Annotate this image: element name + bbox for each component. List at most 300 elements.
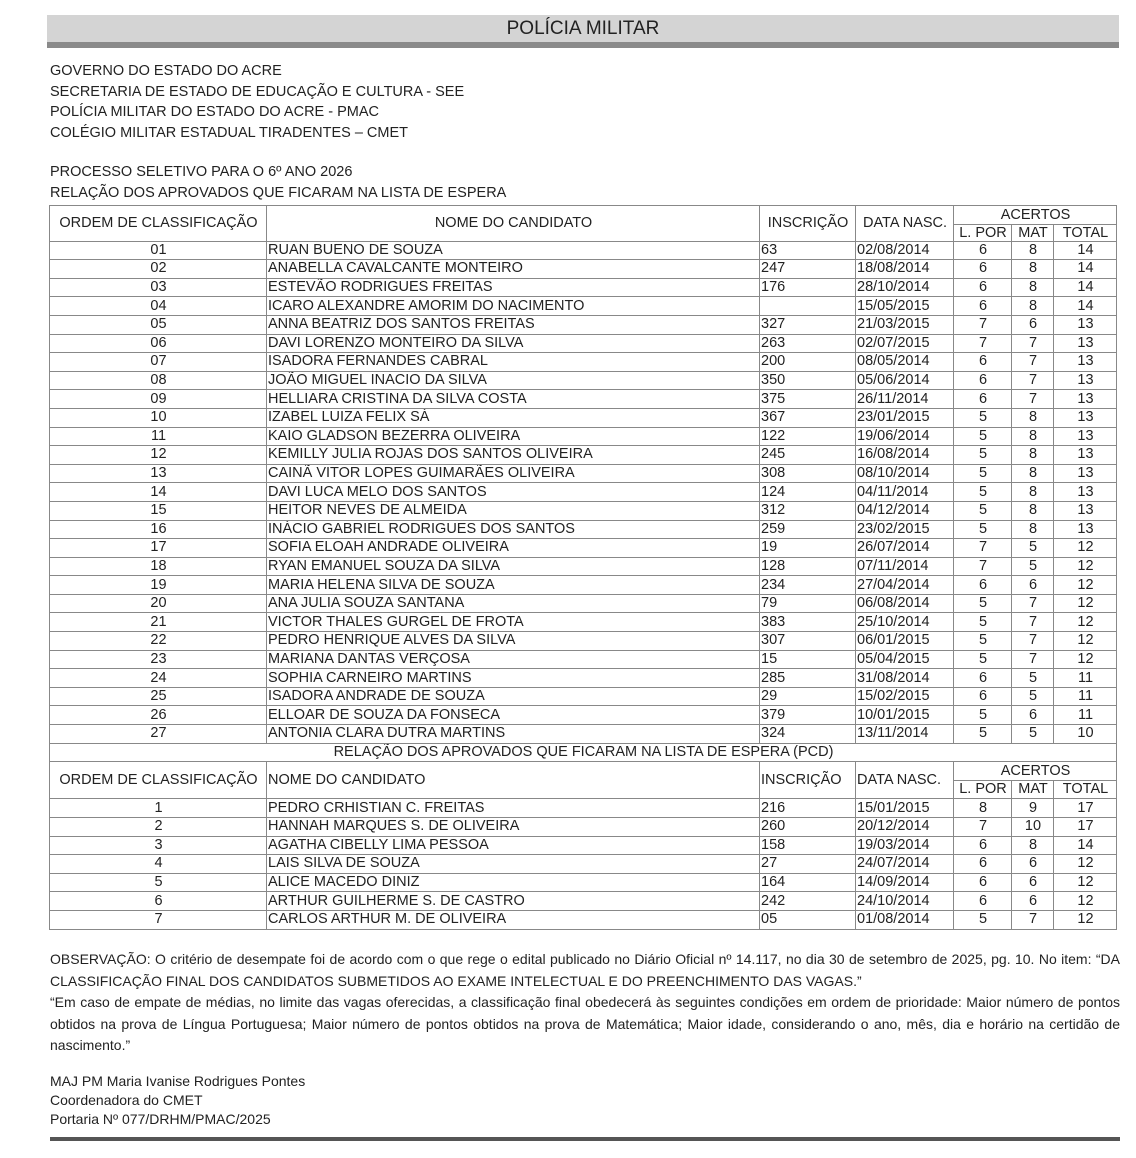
inscricao-cell: 245 bbox=[760, 446, 856, 465]
total-cell: 13 bbox=[1054, 390, 1117, 409]
mat-cell: 6 bbox=[1012, 706, 1054, 725]
total-cell: 11 bbox=[1054, 706, 1117, 725]
total-cell: 13 bbox=[1054, 315, 1117, 334]
nome-cell: ANA JULIA SOUZA SANTANA bbox=[267, 594, 760, 613]
footer-divider bbox=[50, 1137, 1120, 1141]
mat-cell: 8 bbox=[1012, 241, 1054, 260]
table-row bbox=[50, 855, 1117, 874]
banner-shadow-bar bbox=[47, 42, 1119, 48]
lpor-cell: 7 bbox=[954, 334, 1012, 353]
ordem-cell: 09 bbox=[50, 390, 267, 409]
total-cell: 13 bbox=[1054, 483, 1117, 502]
nome-cell: ARTHUR GUILHERME S. DE CASTRO bbox=[267, 892, 760, 911]
table-row bbox=[50, 260, 1117, 279]
ordem-cell: 7 bbox=[50, 910, 267, 929]
total-cell: 17 bbox=[1054, 818, 1117, 837]
ordem-cell: 26 bbox=[50, 706, 267, 725]
table-header-row bbox=[50, 206, 1117, 225]
data-cell: 04/11/2014 bbox=[856, 483, 954, 502]
inscricao-cell: 379 bbox=[760, 706, 856, 725]
total-cell: 14 bbox=[1054, 260, 1117, 279]
mat-cell: 5 bbox=[1012, 557, 1054, 576]
ordem-cell: 05 bbox=[50, 315, 267, 334]
inscricao-cell: 307 bbox=[760, 632, 856, 651]
inscricao-cell: 367 bbox=[760, 408, 856, 427]
table-row bbox=[50, 464, 1117, 483]
table-row bbox=[50, 836, 1117, 855]
data-cell: 02/08/2014 bbox=[856, 241, 954, 260]
total-cell: 12 bbox=[1054, 855, 1117, 874]
nome-cell: PEDRO HENRIQUE ALVES DA SILVA bbox=[267, 632, 760, 651]
data-cell: 05/04/2015 bbox=[856, 650, 954, 669]
ordem-cell: 16 bbox=[50, 520, 267, 539]
lpor-cell: 5 bbox=[954, 650, 1012, 669]
lpor-cell: 5 bbox=[954, 464, 1012, 483]
inscricao-cell: 05 bbox=[760, 910, 856, 929]
table-row bbox=[50, 650, 1117, 669]
inscricao-cell: 19 bbox=[760, 539, 856, 558]
lpor-cell: 8 bbox=[954, 799, 1012, 818]
mat-cell: 6 bbox=[1012, 892, 1054, 911]
total-cell: 13 bbox=[1054, 427, 1117, 446]
table-row bbox=[50, 799, 1117, 818]
data-cell: 26/07/2014 bbox=[856, 539, 954, 558]
lpor-cell: 5 bbox=[954, 501, 1012, 520]
mat-cell: 7 bbox=[1012, 613, 1054, 632]
inscricao-cell: 260 bbox=[760, 818, 856, 837]
ordem-cell: 19 bbox=[50, 576, 267, 595]
table-row bbox=[50, 278, 1117, 297]
table-row bbox=[50, 669, 1117, 688]
pcd-col-header-acertos: ACERTOS bbox=[954, 762, 1117, 781]
inscricao-cell: 29 bbox=[760, 687, 856, 706]
total-cell: 12 bbox=[1054, 650, 1117, 669]
ordem-cell: 27 bbox=[50, 725, 267, 744]
nome-cell: ISADORA FERNANDES CABRAL bbox=[267, 353, 760, 372]
pcd-col-header-inscricao: INSCRIÇÃO bbox=[760, 762, 856, 799]
data-cell: 02/07/2015 bbox=[856, 334, 954, 353]
inscricao-cell: 242 bbox=[760, 892, 856, 911]
data-cell: 19/03/2014 bbox=[856, 836, 954, 855]
nome-cell: MARIANA DANTAS VERÇOSA bbox=[267, 650, 760, 669]
header-line-secretariat: SECRETARIA DE ESTADO DE EDUCAÇÃO E CULTURA - SEE bbox=[50, 83, 465, 100]
nome-cell: ISADORA ANDRADE DE SOUZA bbox=[267, 687, 760, 706]
col-header-lpor: L. POR bbox=[954, 224, 1012, 241]
banner-title: POLÍCIA MILITAR bbox=[506, 18, 660, 39]
table-row bbox=[50, 892, 1117, 911]
total-cell: 12 bbox=[1054, 613, 1117, 632]
ordem-cell: 24 bbox=[50, 669, 267, 688]
mat-cell: 8 bbox=[1012, 278, 1054, 297]
nome-cell: VICTOR THALES GURGEL DE FROTA bbox=[267, 613, 760, 632]
data-cell: 13/11/2014 bbox=[856, 725, 954, 744]
total-cell: 13 bbox=[1054, 520, 1117, 539]
ordem-cell: 3 bbox=[50, 836, 267, 855]
lpor-cell: 5 bbox=[954, 632, 1012, 651]
nome-cell: ANNA BEATRIZ DOS SANTOS FREITAS bbox=[267, 315, 760, 334]
lpor-cell: 7 bbox=[954, 818, 1012, 837]
lpor-cell: 5 bbox=[954, 725, 1012, 744]
ordem-cell: 22 bbox=[50, 632, 267, 651]
mat-cell: 8 bbox=[1012, 446, 1054, 465]
ordem-cell: 5 bbox=[50, 873, 267, 892]
ordem-cell: 06 bbox=[50, 334, 267, 353]
nome-cell: RUAN BUENO DE SOUZA bbox=[267, 241, 760, 260]
mat-cell: 7 bbox=[1012, 353, 1054, 372]
col-header-acertos: ACERTOS bbox=[954, 206, 1117, 225]
inscricao-cell: 327 bbox=[760, 315, 856, 334]
mat-cell: 5 bbox=[1012, 725, 1054, 744]
data-cell: 08/05/2014 bbox=[856, 353, 954, 372]
data-cell: 01/08/2014 bbox=[856, 910, 954, 929]
signatory-role: Coordenadora do CMET bbox=[50, 1092, 203, 1108]
header-line-college: COLÉGIO MILITAR ESTADUAL TIRADENTES – CMET bbox=[50, 124, 408, 141]
inscricao-cell bbox=[760, 297, 856, 316]
nome-cell: CARLOS ARTHUR M. DE OLIVEIRA bbox=[267, 910, 760, 929]
nome-cell: ELLOAR DE SOUZA DA FONSECA bbox=[267, 706, 760, 725]
inscricao-cell: 263 bbox=[760, 334, 856, 353]
data-cell: 18/08/2014 bbox=[856, 260, 954, 279]
total-cell: 13 bbox=[1054, 446, 1117, 465]
data-cell: 27/04/2014 bbox=[856, 576, 954, 595]
signature-block bbox=[50, 1072, 305, 1129]
header-line-government: GOVERNO DO ESTADO DO ACRE bbox=[50, 63, 282, 79]
ordem-cell: 01 bbox=[50, 241, 267, 260]
ordem-cell: 4 bbox=[50, 855, 267, 874]
inscricao-cell: 158 bbox=[760, 836, 856, 855]
total-cell: 11 bbox=[1054, 669, 1117, 688]
table-row bbox=[50, 873, 1117, 892]
mat-cell: 8 bbox=[1012, 836, 1054, 855]
nome-cell: KEMILLY JULIA ROJAS DOS SANTOS OLIVEIRA bbox=[267, 446, 760, 465]
inscricao-cell: 124 bbox=[760, 483, 856, 502]
lpor-cell: 7 bbox=[954, 557, 1012, 576]
lpor-cell: 6 bbox=[954, 241, 1012, 260]
table-row bbox=[50, 446, 1117, 465]
nome-cell: RYAN EMANUEL SOUZA DA SILVA bbox=[267, 557, 760, 576]
lpor-cell: 6 bbox=[954, 873, 1012, 892]
data-cell: 15/01/2015 bbox=[856, 799, 954, 818]
mat-cell: 7 bbox=[1012, 650, 1054, 669]
inscricao-cell: 63 bbox=[760, 241, 856, 260]
lpor-cell: 6 bbox=[954, 371, 1012, 390]
data-cell: 06/08/2014 bbox=[856, 594, 954, 613]
mat-cell: 8 bbox=[1012, 297, 1054, 316]
mat-cell: 8 bbox=[1012, 483, 1054, 502]
table-row bbox=[50, 725, 1117, 744]
inscricao-cell: 164 bbox=[760, 873, 856, 892]
lpor-cell: 5 bbox=[954, 446, 1012, 465]
pcd-header-row bbox=[50, 762, 1117, 781]
mat-cell: 9 bbox=[1012, 799, 1054, 818]
inscricao-cell: 350 bbox=[760, 371, 856, 390]
nome-cell: ICARO ALEXANDRE AMORIM DO NACIMENTO bbox=[267, 297, 760, 316]
nome-cell: SOFIA ELOAH ANDRADE OLIVEIRA bbox=[267, 539, 760, 558]
mat-cell: 8 bbox=[1012, 427, 1054, 446]
lpor-cell: 6 bbox=[954, 353, 1012, 372]
data-cell: 05/06/2014 bbox=[856, 371, 954, 390]
ordem-cell: 23 bbox=[50, 650, 267, 669]
lpor-cell: 5 bbox=[954, 427, 1012, 446]
data-cell: 24/07/2014 bbox=[856, 855, 954, 874]
ordem-cell: 14 bbox=[50, 483, 267, 502]
lpor-cell: 5 bbox=[954, 706, 1012, 725]
nome-cell: LAIS SILVA DE SOUZA bbox=[267, 855, 760, 874]
ordem-cell: 21 bbox=[50, 613, 267, 632]
inscricao-cell: 375 bbox=[760, 390, 856, 409]
table-body bbox=[50, 241, 1117, 743]
lpor-cell: 7 bbox=[954, 315, 1012, 334]
total-cell: 13 bbox=[1054, 353, 1117, 372]
table-row bbox=[50, 315, 1117, 334]
data-cell: 23/01/2015 bbox=[856, 408, 954, 427]
pcd-col-header-lpor: L. POR bbox=[954, 780, 1012, 799]
col-header-mat: MAT bbox=[1012, 224, 1054, 241]
nome-cell: DAVI LORENZO MONTEIRO DA SILVA bbox=[267, 334, 760, 353]
table-row bbox=[50, 371, 1117, 390]
pcd-col-header-ordem: ORDEM DE CLASSIFICAÇÃO bbox=[50, 762, 267, 799]
data-cell: 21/03/2015 bbox=[856, 315, 954, 334]
table-row bbox=[50, 910, 1117, 929]
total-cell: 11 bbox=[1054, 687, 1117, 706]
table-row bbox=[50, 706, 1117, 725]
nome-cell: HEITOR NEVES DE ALMEIDA bbox=[267, 501, 760, 520]
lpor-cell: 5 bbox=[954, 594, 1012, 613]
observation-paragraph-1: OBSERVAÇÃO: O critério de desempate foi de acordo com o que rege o edital publicado no Diário Oficial nº 14.117, no dia 30 de setembro de 2025, pg. 10. No item: “DA CLASSIFICAÇÃO FINAL DOS CANDIDATOS SUBMETIDOS AO EXAME INTELECTUAL E DO PREENCHIMENTO DAS VAGAS.” bbox=[50, 951, 1120, 989]
page-banner bbox=[47, 15, 1119, 42]
ordem-cell: 07 bbox=[50, 353, 267, 372]
inscricao-cell: 79 bbox=[760, 594, 856, 613]
col-header-total: TOTAL bbox=[1054, 224, 1117, 241]
nome-cell: IZABEL LUIZA FELIX SÁ bbox=[267, 408, 760, 427]
data-cell: 15/02/2015 bbox=[856, 687, 954, 706]
document-header bbox=[50, 61, 506, 203]
ordem-cell: 13 bbox=[50, 464, 267, 483]
nome-cell: KAIO GLADSON BEZERRA OLIVEIRA bbox=[267, 427, 760, 446]
data-cell: 26/11/2014 bbox=[856, 390, 954, 409]
ordem-cell: 20 bbox=[50, 594, 267, 613]
table-row bbox=[50, 613, 1117, 632]
inscricao-cell: 200 bbox=[760, 353, 856, 372]
col-header-data: DATA NASC. bbox=[856, 206, 954, 242]
lpor-cell: 6 bbox=[954, 687, 1012, 706]
ordem-cell: 04 bbox=[50, 297, 267, 316]
nome-cell: ANTONIA CLARA DUTRA MARTINS bbox=[267, 725, 760, 744]
pcd-col-header-nome: NOME DO CANDIDATO bbox=[267, 762, 760, 799]
mat-cell: 7 bbox=[1012, 371, 1054, 390]
ordem-cell: 25 bbox=[50, 687, 267, 706]
total-cell: 12 bbox=[1054, 594, 1117, 613]
lpor-cell: 7 bbox=[954, 539, 1012, 558]
inscricao-cell: 234 bbox=[760, 576, 856, 595]
ordem-cell: 10 bbox=[50, 408, 267, 427]
inscricao-cell: 176 bbox=[760, 278, 856, 297]
inscricao-cell: 259 bbox=[760, 520, 856, 539]
pcd-col-header-data: DATA NASC. bbox=[856, 762, 954, 799]
mat-cell: 8 bbox=[1012, 520, 1054, 539]
mat-cell: 6 bbox=[1012, 873, 1054, 892]
header-line-police: POLÍCIA MILITAR DO ESTADO DO ACRE - PMAC bbox=[50, 104, 379, 120]
table-row bbox=[50, 632, 1117, 651]
lpor-cell: 5 bbox=[954, 613, 1012, 632]
inscricao-cell: 383 bbox=[760, 613, 856, 632]
inscricao-cell: 247 bbox=[760, 260, 856, 279]
nome-cell: ANABELLA CAVALCANTE MONTEIRO bbox=[267, 260, 760, 279]
ordem-cell: 2 bbox=[50, 818, 267, 837]
table-row bbox=[50, 818, 1117, 837]
mat-cell: 7 bbox=[1012, 390, 1054, 409]
lpor-cell: 6 bbox=[954, 855, 1012, 874]
col-header-inscricao: INSCRIÇÃO bbox=[760, 206, 856, 242]
mat-cell: 5 bbox=[1012, 687, 1054, 706]
nome-cell: CAINÃ VITOR LOPES GUIMARÃES OLIVEIRA bbox=[267, 464, 760, 483]
inscricao-cell: 122 bbox=[760, 427, 856, 446]
total-cell: 12 bbox=[1054, 632, 1117, 651]
table-row bbox=[50, 297, 1117, 316]
table-row bbox=[50, 408, 1117, 427]
table-row bbox=[50, 501, 1117, 520]
mat-cell: 6 bbox=[1012, 576, 1054, 595]
lpor-cell: 6 bbox=[954, 836, 1012, 855]
inscricao-cell: 308 bbox=[760, 464, 856, 483]
nome-cell: DAVI LUCA MELO DOS SANTOS bbox=[267, 483, 760, 502]
inscricao-cell: 285 bbox=[760, 669, 856, 688]
table-row bbox=[50, 576, 1117, 595]
data-cell: 06/01/2015 bbox=[856, 632, 954, 651]
lpor-cell: 5 bbox=[954, 910, 1012, 929]
mat-cell: 8 bbox=[1012, 464, 1054, 483]
signatory-name: MAJ PM Maria Ivanise Rodrigues Pontes bbox=[50, 1073, 306, 1089]
nome-cell: PEDRO CRHISTIAN C. FREITAS bbox=[267, 799, 760, 818]
data-cell: 15/05/2015 bbox=[856, 297, 954, 316]
lpor-cell: 6 bbox=[954, 390, 1012, 409]
table-row bbox=[50, 687, 1117, 706]
lpor-cell: 6 bbox=[954, 669, 1012, 688]
total-cell: 10 bbox=[1054, 725, 1117, 744]
lpor-cell: 6 bbox=[954, 278, 1012, 297]
ordinance-number: Portaria Nº 077/DRHM/PMAC/2025 bbox=[50, 1111, 271, 1127]
total-cell: 13 bbox=[1054, 371, 1117, 390]
pcd-col-header-mat: MAT bbox=[1012, 780, 1054, 799]
nome-cell: HELLIARA CRISTINA DA SILVA COSTA bbox=[267, 390, 760, 409]
ordem-cell: 03 bbox=[50, 278, 267, 297]
ordem-cell: 02 bbox=[50, 260, 267, 279]
mat-cell: 8 bbox=[1012, 408, 1054, 427]
data-cell: 31/08/2014 bbox=[856, 669, 954, 688]
observation-block bbox=[50, 949, 1120, 1057]
total-cell: 14 bbox=[1054, 241, 1117, 260]
lpor-cell: 6 bbox=[954, 576, 1012, 595]
data-cell: 28/10/2014 bbox=[856, 278, 954, 297]
table-row bbox=[50, 353, 1117, 372]
waiting-list-table bbox=[49, 205, 1117, 930]
table-row bbox=[50, 483, 1117, 502]
pcd-title-row bbox=[50, 743, 1117, 762]
ordem-cell: 6 bbox=[50, 892, 267, 911]
inscricao-cell: 312 bbox=[760, 501, 856, 520]
nome-cell: MARIA HELENA SILVA DE SOUZA bbox=[267, 576, 760, 595]
nome-cell: HANNAH MARQUES S. DE OLIVEIRA bbox=[267, 818, 760, 837]
total-cell: 13 bbox=[1054, 334, 1117, 353]
lpor-cell: 6 bbox=[954, 892, 1012, 911]
mat-cell: 7 bbox=[1012, 632, 1054, 651]
table-row bbox=[50, 241, 1117, 260]
pcd-section-title: RELAÇÃO DOS APROVADOS QUE FICARAM NA LISTA DE ESPERA (PCD) bbox=[50, 743, 1117, 762]
mat-cell: 6 bbox=[1012, 855, 1054, 874]
ordem-cell: 1 bbox=[50, 799, 267, 818]
total-cell: 12 bbox=[1054, 539, 1117, 558]
table-row bbox=[50, 520, 1117, 539]
data-cell: 14/09/2014 bbox=[856, 873, 954, 892]
ordem-cell: 11 bbox=[50, 427, 267, 446]
nome-cell: AGATHA CIBELLY LIMA PESSOA bbox=[267, 836, 760, 855]
ordem-cell: 08 bbox=[50, 371, 267, 390]
ordem-cell: 18 bbox=[50, 557, 267, 576]
col-header-nome: NOME DO CANDIDATO bbox=[267, 206, 760, 242]
inscricao-cell: 15 bbox=[760, 650, 856, 669]
total-cell: 13 bbox=[1054, 501, 1117, 520]
nome-cell: SOPHIA CARNEIRO MARTINS bbox=[267, 669, 760, 688]
pcd-col-header-total: TOTAL bbox=[1054, 780, 1117, 799]
total-cell: 14 bbox=[1054, 836, 1117, 855]
data-cell: 19/06/2014 bbox=[856, 427, 954, 446]
lpor-cell: 5 bbox=[954, 483, 1012, 502]
data-cell: 04/12/2014 bbox=[856, 501, 954, 520]
col-header-ordem: ORDEM DE CLASSIFICAÇÃO bbox=[50, 206, 267, 242]
ordem-cell: 15 bbox=[50, 501, 267, 520]
total-cell: 17 bbox=[1054, 799, 1117, 818]
nome-cell: ALICE MACEDO DINIZ bbox=[267, 873, 760, 892]
mat-cell: 7 bbox=[1012, 594, 1054, 613]
table-row bbox=[50, 334, 1117, 353]
mat-cell: 7 bbox=[1012, 334, 1054, 353]
lpor-cell: 5 bbox=[954, 408, 1012, 427]
lpor-cell: 5 bbox=[954, 520, 1012, 539]
lpor-cell: 6 bbox=[954, 260, 1012, 279]
data-cell: 20/12/2014 bbox=[856, 818, 954, 837]
total-cell: 12 bbox=[1054, 576, 1117, 595]
nome-cell: INÁCIO GABRIEL RODRIGUES DOS SANTOS bbox=[267, 520, 760, 539]
inscricao-cell: 128 bbox=[760, 557, 856, 576]
inscricao-cell: 27 bbox=[760, 855, 856, 874]
data-cell: 08/10/2014 bbox=[856, 464, 954, 483]
data-cell: 25/10/2014 bbox=[856, 613, 954, 632]
total-cell: 14 bbox=[1054, 278, 1117, 297]
data-cell: 07/11/2014 bbox=[856, 557, 954, 576]
table-row bbox=[50, 557, 1117, 576]
table-row bbox=[50, 390, 1117, 409]
ordem-cell: 12 bbox=[50, 446, 267, 465]
lpor-cell: 6 bbox=[954, 297, 1012, 316]
data-cell: 10/01/2015 bbox=[856, 706, 954, 725]
total-cell: 13 bbox=[1054, 408, 1117, 427]
table-row bbox=[50, 427, 1117, 446]
mat-cell: 7 bbox=[1012, 910, 1054, 929]
mat-cell: 5 bbox=[1012, 539, 1054, 558]
mat-cell: 10 bbox=[1012, 818, 1054, 837]
nome-cell: JOÃO MIGUEL INACIO DA SILVA bbox=[267, 371, 760, 390]
ordem-cell: 17 bbox=[50, 539, 267, 558]
observation-paragraph-2: “Em caso de empate de médias, no limite das vagas oferecidas, a classificação final obedecerá às seguintes condições em ordem de prioridade: Maior número de pontos obtidos na prova de Língua Portuguesa; Maior número de pontos obtidos na prova de Matemática; Maior idade, considerando o ano, mês, dia e horário na certidão de nascimento.” bbox=[50, 994, 1120, 1053]
total-cell: 12 bbox=[1054, 557, 1117, 576]
total-cell: 12 bbox=[1054, 910, 1117, 929]
data-cell: 24/10/2014 bbox=[856, 892, 954, 911]
total-cell: 14 bbox=[1054, 297, 1117, 316]
total-cell: 12 bbox=[1054, 892, 1117, 911]
process-title: PROCESSO SELETIVO PARA O 6º ANO 2026 bbox=[50, 164, 353, 180]
total-cell: 13 bbox=[1054, 464, 1117, 483]
relation-title: RELAÇÃO DOS APROVADOS QUE FICARAM NA LISTA DE ESPERA bbox=[50, 184, 507, 201]
